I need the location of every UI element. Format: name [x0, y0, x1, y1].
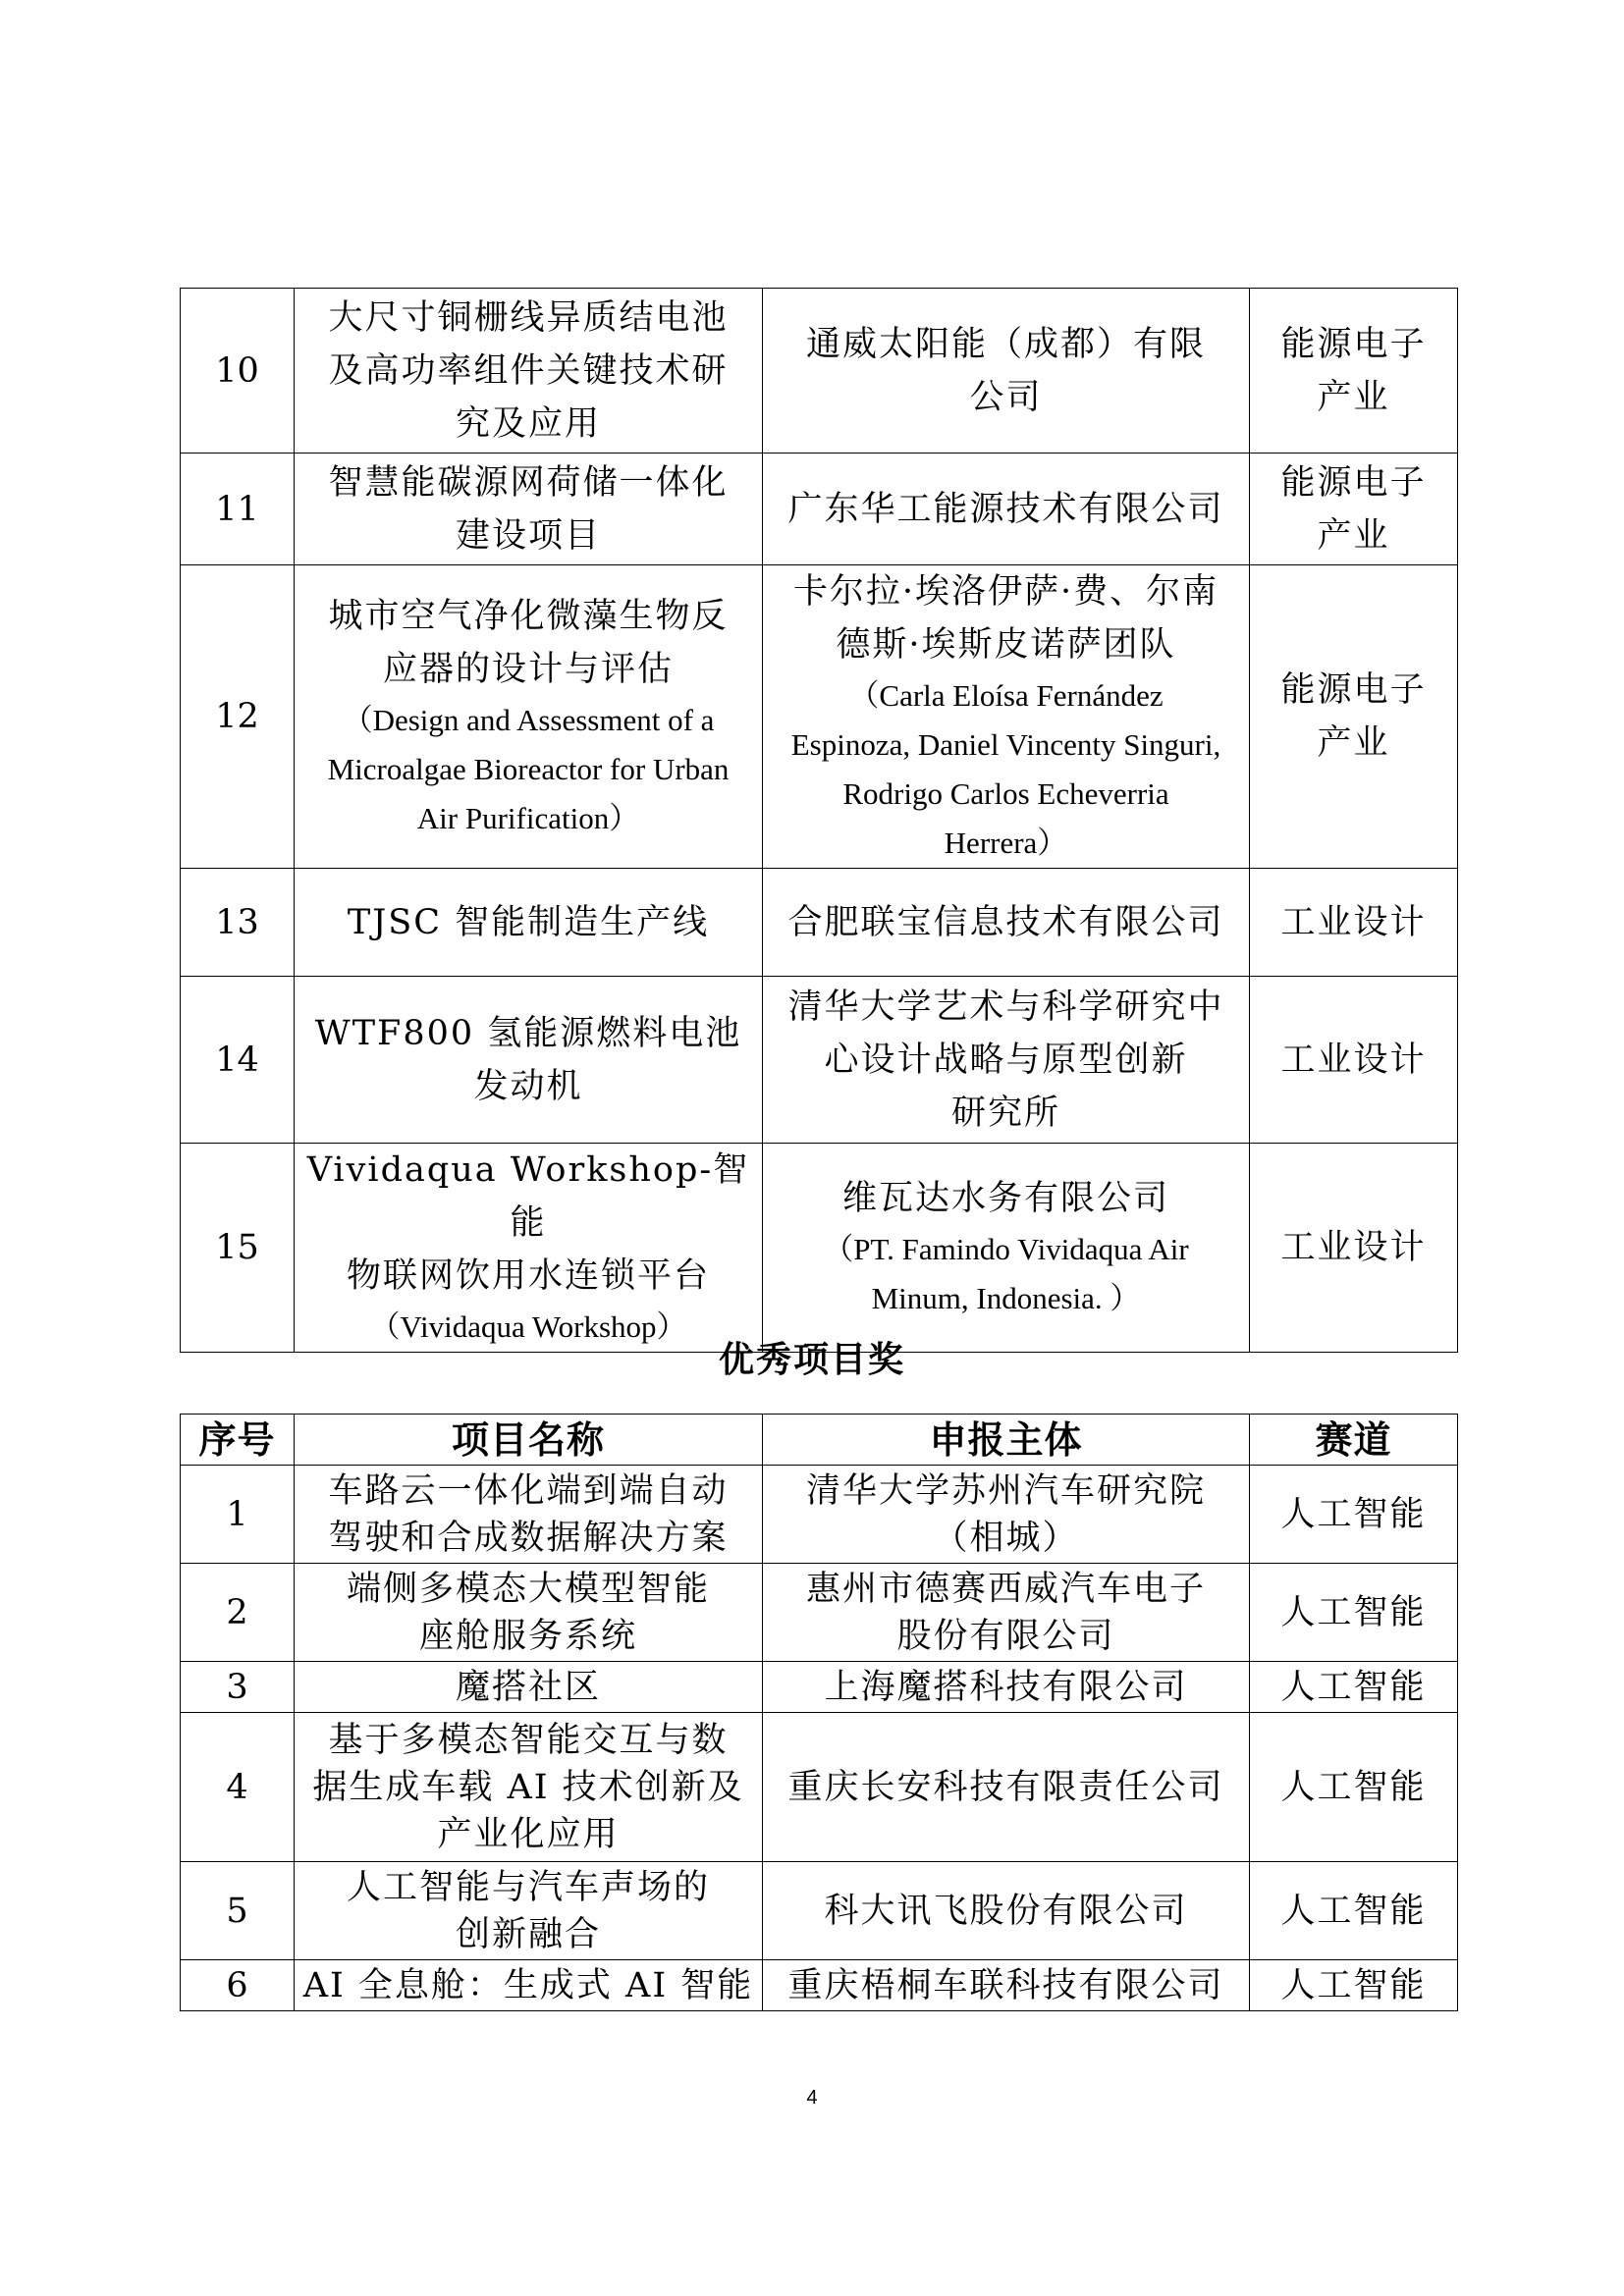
- applicant-line: （相城）: [933, 1518, 1079, 1558]
- track-line: 产业: [1317, 377, 1390, 417]
- track-line: 人工智能: [1280, 1767, 1427, 1807]
- applicant-line: 卡尔拉·埃洛伊萨·费、尔南: [792, 572, 1219, 612]
- track-line: 人工智能: [1280, 1891, 1427, 1931]
- applicant-en-line: Herrera）: [944, 826, 1068, 860]
- row-number: 11: [181, 454, 295, 565]
- row-number: 15: [181, 1144, 295, 1353]
- row-number: 12: [181, 565, 295, 869]
- project-name-line: 驾驶和合成数据解决方案: [328, 1518, 729, 1558]
- applicant-line: 心设计战略与原型创新: [824, 1040, 1188, 1080]
- table-row: [181, 1466, 1458, 1564]
- applicant-line: 广东华工能源技术有限公司: [787, 489, 1224, 529]
- table-header-row: [181, 1415, 1458, 1466]
- row-number: 6: [181, 1960, 295, 2011]
- column-header-track: 赛道: [1250, 1415, 1458, 1466]
- applicant: [763, 1862, 1250, 1960]
- project-name: [295, 565, 763, 869]
- row-number: 1: [181, 1466, 295, 1564]
- track: [1250, 565, 1458, 869]
- applicant: [763, 1144, 1250, 1353]
- track-line: 工业设计: [1280, 902, 1427, 942]
- row-number: 2: [181, 1564, 295, 1662]
- project-name-en-line: Microalgae Bioreactor for Urban: [327, 752, 730, 786]
- project-name: [295, 977, 763, 1144]
- table-row: [181, 1144, 1458, 1353]
- applicant: [763, 454, 1250, 565]
- project-name-line: 智慧能碳源网荷储一体化: [328, 462, 729, 503]
- track: [1250, 1466, 1458, 1564]
- table-row: [181, 977, 1458, 1144]
- row-number: 10: [181, 289, 295, 454]
- applicant-line: 股份有限公司: [896, 1616, 1115, 1656]
- applicant-en-line: Espinoza, Daniel Vincenty Singuri,: [790, 727, 1221, 762]
- project-name-en-line: （Design and Assessment of a: [342, 703, 715, 737]
- track: [1250, 1144, 1458, 1353]
- applicant: [763, 1564, 1250, 1662]
- project-name-line: 大尺寸铜栅线异质结电池: [328, 297, 729, 338]
- applicant: [763, 1466, 1250, 1564]
- project-name: [295, 454, 763, 565]
- project-name: [295, 1564, 763, 1662]
- applicant-line: 德斯·埃斯皮诺萨团队: [836, 625, 1176, 665]
- page-number: 4: [806, 2087, 818, 2109]
- track: [1250, 1862, 1458, 1960]
- project-name: [295, 1713, 763, 1862]
- applicant-line: 重庆梧桐车联科技有限公司: [787, 1965, 1224, 2005]
- track-line: 产业: [1317, 723, 1390, 763]
- track: [1250, 1662, 1458, 1713]
- applicant-line: 公司: [969, 377, 1043, 417]
- track: [1250, 454, 1458, 565]
- applicant-en-line: Minum, Indonesia. ）: [871, 1281, 1141, 1315]
- table-row: [181, 565, 1458, 869]
- track-line: 工业设计: [1280, 1228, 1427, 1267]
- project-name-line: 创新融合: [455, 1914, 601, 1954]
- applicant: [763, 1713, 1250, 1862]
- project-name-line: TJSC 智能制造生产线: [347, 902, 710, 942]
- project-name-line: 端侧多模态大模型智能: [346, 1569, 710, 1609]
- track-line: 能源电子: [1280, 670, 1427, 710]
- applicant-line: 合肥联宝信息技术有限公司: [787, 902, 1224, 942]
- applicant-line: 清华大学苏州汽车研究院: [805, 1470, 1206, 1511]
- table-row: [181, 1713, 1458, 1862]
- project-name-line: 建设项目: [455, 515, 601, 556]
- table-row: [181, 454, 1458, 565]
- project-name-en-line: （Vividaqua Workshop）: [369, 1309, 687, 1344]
- project-name-line: 及高功率组件关键技术研: [328, 350, 729, 391]
- project-name: [295, 1662, 763, 1713]
- track-line: 人工智能: [1280, 1494, 1427, 1534]
- project-name-line: 人工智能与汽车声场的: [346, 1867, 710, 1907]
- row-number: 13: [181, 869, 295, 977]
- project-name-line: 座舱服务系统: [418, 1616, 637, 1656]
- track-line: 工业设计: [1280, 1040, 1427, 1080]
- table-row: [181, 1662, 1458, 1713]
- applicant-line: 维瓦达水务有限公司: [841, 1179, 1169, 1218]
- project-name-line: 物联网饮用水连锁平台: [346, 1256, 710, 1296]
- project-table-continued: [180, 288, 1458, 1353]
- project-name: [295, 1960, 763, 2011]
- table-row: [181, 1862, 1458, 1960]
- applicant-line: 通威太阳能（成都）有限: [805, 324, 1206, 364]
- applicant: [763, 869, 1250, 977]
- project-name-line: 基于多模态智能交互与数: [328, 1720, 729, 1760]
- table-row: [181, 1564, 1458, 1662]
- project-name-line: WTF800 氢能源燃料电池: [314, 1013, 742, 1053]
- applicant-line: 研究所: [950, 1093, 1060, 1133]
- project-name-line: 城市空气净化微藻生物反: [328, 597, 729, 636]
- track-line: 能源电子: [1280, 324, 1427, 364]
- project-name-line: 产业化应用: [437, 1814, 620, 1854]
- table-row: [181, 289, 1458, 454]
- excellent-project-table: [180, 1414, 1458, 2011]
- track: [1250, 289, 1458, 454]
- row-number: 5: [181, 1862, 295, 1960]
- project-name-en-line: Air Purification）: [416, 801, 640, 835]
- column-header-number: 序号: [181, 1415, 295, 1466]
- row-number: 4: [181, 1713, 295, 1862]
- applicant-line: 惠州市德赛西威汽车电子: [805, 1569, 1206, 1609]
- project-name: [295, 289, 763, 454]
- row-number: 14: [181, 977, 295, 1144]
- applicant: [763, 1662, 1250, 1713]
- track-line: 人工智能: [1280, 1667, 1427, 1707]
- applicant: [763, 289, 1250, 454]
- applicant-line: 科大讯飞股份有限公司: [824, 1891, 1188, 1931]
- project-name-line: 究及应用: [455, 403, 601, 444]
- project-name-line: 车路云一体化端到端自动: [328, 1470, 729, 1511]
- applicant-en-line: Rodrigo Carlos Echeverria: [842, 776, 1169, 811]
- project-name: [295, 1144, 763, 1353]
- applicant: [763, 977, 1250, 1144]
- project-name: [295, 1466, 763, 1564]
- project-name: [295, 869, 763, 977]
- project-name-line: 据生成车载 AI 技术创新及: [312, 1767, 744, 1807]
- applicant-line: 上海魔搭科技有限公司: [824, 1667, 1188, 1707]
- applicant: [763, 1960, 1250, 2011]
- track-line: 能源电子: [1280, 462, 1427, 503]
- track: [1250, 1713, 1458, 1862]
- track: [1250, 977, 1458, 1144]
- track-line: 人工智能: [1280, 1965, 1427, 2005]
- track: [1250, 1564, 1458, 1662]
- table-row: [181, 1960, 1458, 2011]
- project-name: [295, 1862, 763, 1960]
- applicant-en-line: （PT. Famindo Vividaqua Air: [823, 1232, 1189, 1266]
- track: [1250, 869, 1458, 977]
- column-header-project-name: 项目名称: [295, 1415, 763, 1466]
- section-title: 优秀项目奖: [718, 1340, 905, 1380]
- table-row: [181, 869, 1458, 977]
- project-name-line: 魔搭社区: [455, 1667, 601, 1707]
- applicant-line: 重庆长安科技有限责任公司: [787, 1767, 1224, 1807]
- project-name-line: AI 全息舱：生成式 AI 智能: [302, 1965, 754, 2005]
- project-name-line: 发动机: [473, 1066, 583, 1106]
- applicant-line: 清华大学艺术与科学研究中: [787, 987, 1224, 1027]
- row-number: 3: [181, 1662, 295, 1713]
- track-line: 产业: [1317, 515, 1390, 556]
- project-name-line: 应器的设计与评估: [382, 650, 674, 689]
- applicant: [763, 565, 1250, 869]
- project-name-line: Vividaqua Workshop-智能: [306, 1150, 750, 1243]
- track-line: 人工智能: [1280, 1592, 1427, 1632]
- track: [1250, 1960, 1458, 2011]
- column-header-applicant: 申报主体: [763, 1415, 1250, 1466]
- applicant-en-line: （Carla Eloísa Fernández: [848, 678, 1164, 713]
